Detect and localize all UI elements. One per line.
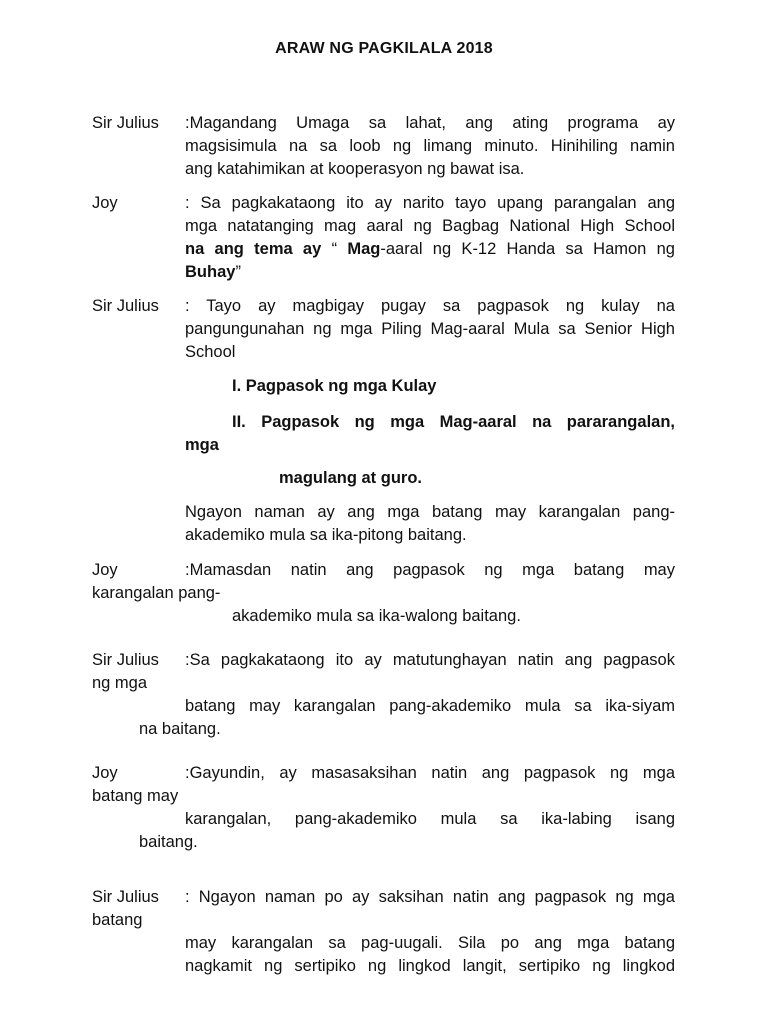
script-line: karangalan, pang-akademiko mula sa ika-labing isang bbox=[185, 810, 675, 828]
script-line: batang may bbox=[92, 787, 179, 805]
script-line: akademiko mula sa ika-pitong baitang. bbox=[185, 526, 467, 544]
speaker-label: Joy bbox=[92, 764, 118, 782]
script-line: mga natatanging mag aaral ng Bagbag National High School bbox=[185, 217, 675, 235]
script-line: ang katahimikan at kooperasyon ng bawat isa. bbox=[185, 160, 525, 178]
script-line: School bbox=[185, 343, 236, 361]
speaker-label: Joy bbox=[92, 194, 118, 212]
script-line: batang may karangalan pang-akademiko mula sa ika-siyam bbox=[185, 697, 675, 715]
script-line: :Gayundin, ay masasaksihan natin ang pagpasok ng mga bbox=[185, 764, 675, 782]
script-line: Ngayon naman ay ang mga batang may karangalan pang- bbox=[185, 503, 675, 521]
document-title: ARAW NG PAGKILALA 2018 bbox=[275, 40, 493, 57]
script-line: :Magandang Umaga sa lahat, ang ating programa ay bbox=[185, 114, 675, 132]
script-line: ng mga bbox=[92, 674, 148, 692]
script-line: baitang. bbox=[139, 833, 198, 851]
script-line: may karangalan sa pag-uugali. Sila po ang mga batang bbox=[185, 934, 675, 952]
script-line: :Sa pagkakataong ito ay matutunghayan natin ang pagpasok bbox=[185, 651, 675, 669]
program-heading: I. Pagpasok ng mga Kulay bbox=[232, 377, 437, 395]
script-line: pangungunahan ng mga Piling Mag-aaral Mula sa Senior High bbox=[185, 320, 675, 338]
program-heading: mga bbox=[185, 436, 219, 454]
script-line: batang bbox=[92, 911, 143, 929]
script-line: :Mamasdan natin ang pagpasok ng mga batang may bbox=[185, 561, 675, 579]
speaker-label: Joy bbox=[92, 561, 118, 579]
theme-intro: na ang tema ay bbox=[185, 240, 322, 258]
speaker-label: Sir Julius bbox=[92, 297, 159, 315]
speaker-label: Sir Julius bbox=[92, 651, 159, 669]
script-line: karangalan pang- bbox=[92, 584, 221, 602]
script-line: : Tayo ay magbigay pugay sa pagpasok ng kulay na bbox=[185, 297, 675, 315]
script-line: magsisimula na sa loob ng limang minuto. Hinihiling namin bbox=[185, 137, 675, 155]
script-line-theme bbox=[185, 238, 675, 261]
speaker-label: Sir Julius bbox=[92, 888, 159, 906]
program-heading: magulang at guro. bbox=[279, 469, 423, 487]
script-line: nagkamit ng sertipiko ng lingkod langit, sertipiko ng lingkod bbox=[185, 957, 675, 975]
theme-quote: “ bbox=[321, 240, 348, 258]
script-line-theme-end bbox=[185, 261, 241, 284]
theme-buhay: Buhay bbox=[185, 263, 236, 281]
theme-close-quote: ” bbox=[235, 263, 241, 281]
script-line: akademiko mula sa ika-walong baitang. bbox=[232, 607, 521, 625]
program-heading: II. Pagpasok ng mga Mag-aaral na pararangalan, bbox=[232, 413, 675, 431]
speaker-label: Sir Julius bbox=[92, 114, 159, 132]
theme-rest: -aaral ng K-12 Handa sa Hamon ng bbox=[380, 240, 675, 258]
script-line: na baitang. bbox=[139, 720, 221, 738]
theme-mag: Mag bbox=[347, 240, 381, 258]
script-line: : Ngayon naman po ay saksihan natin ang pagpasok ng mga bbox=[185, 888, 675, 906]
script-line: : Sa pagkakataong ito ay narito tayo upang parangalan ang bbox=[185, 194, 675, 212]
